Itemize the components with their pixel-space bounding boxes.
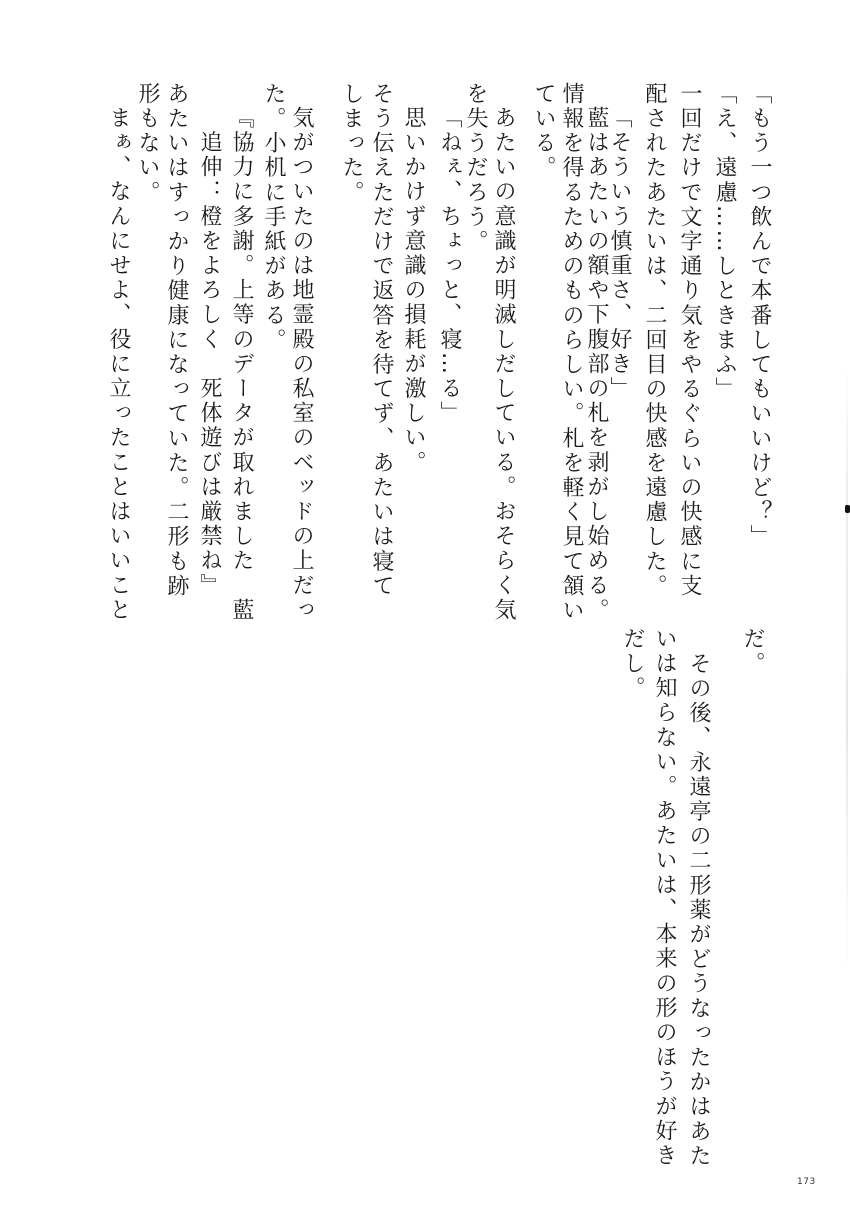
text-line-15: 気がついたのは地霊殿の私室のベッドの上だっ bbox=[289, 106, 314, 623]
text-line-18: 追伸：橙をよろしく 死体遊びは厳禁ね』 bbox=[197, 106, 222, 598]
text-line-4: 配されたあたいは、二回目の快感を遠慮した。 bbox=[642, 82, 667, 599]
text-line-2: 「え、遠慮……しときまふ」 bbox=[712, 82, 737, 402]
text-line-6: 藍はあたいの額や下腹部の札を剥がし始める。 bbox=[584, 106, 609, 623]
text-line-8: ている。 bbox=[531, 82, 556, 181]
text-line-1: 「もう一つ飲んで本番してもいいけど？」 bbox=[747, 82, 772, 550]
scan-edge-shadow bbox=[846, 360, 848, 980]
text-line-3: 一回だけで文字通り気をやるぐらいの快感に支 bbox=[677, 82, 702, 599]
text-line-7: 情報を得るためのものらしい。札を軽く見て頷い bbox=[559, 82, 584, 624]
text-line-13: そう伝えただけで返答を待てず、あたいは寝て bbox=[369, 82, 394, 599]
text-line-5: 「そういう慎重さ、好き」 bbox=[607, 106, 632, 402]
text-line-20: 形もない。 bbox=[135, 82, 160, 205]
text-line-21: まぁ、なんにせよ、役に立ったことはいいこと bbox=[106, 106, 131, 623]
text-line-12: 思いかけず意識の損耗が激しい。 bbox=[401, 106, 426, 475]
text-line-17: 『協力に多謝。上等のデータが取れました 藍 bbox=[229, 106, 254, 623]
text-line-25: だし。 bbox=[620, 627, 645, 701]
text-line-24: いは知らない。あたいは、本来の形のほうが好き bbox=[652, 627, 677, 1169]
text-line-19: あたいはすっかり健康になっていた。二形も跡 bbox=[164, 82, 189, 599]
text-line-11: 「ねぇ、ちょっと、寝…る」 bbox=[437, 106, 462, 426]
page-number: 173 bbox=[797, 1177, 816, 1187]
text-line-16: た。小机に手紙がある。 bbox=[261, 82, 286, 353]
text-line-9: あたいの意識が明滅しだしている。おそらく気 bbox=[491, 106, 516, 623]
text-line-10: を失うだろう。 bbox=[463, 82, 488, 255]
text-line-23: その後、永遠亭の二形薬がどうなったかはあた bbox=[686, 652, 711, 1169]
text-line-22: だ。 bbox=[740, 627, 765, 677]
text-line-14: しまった。 bbox=[339, 82, 364, 205]
scan-mark bbox=[845, 505, 850, 513]
